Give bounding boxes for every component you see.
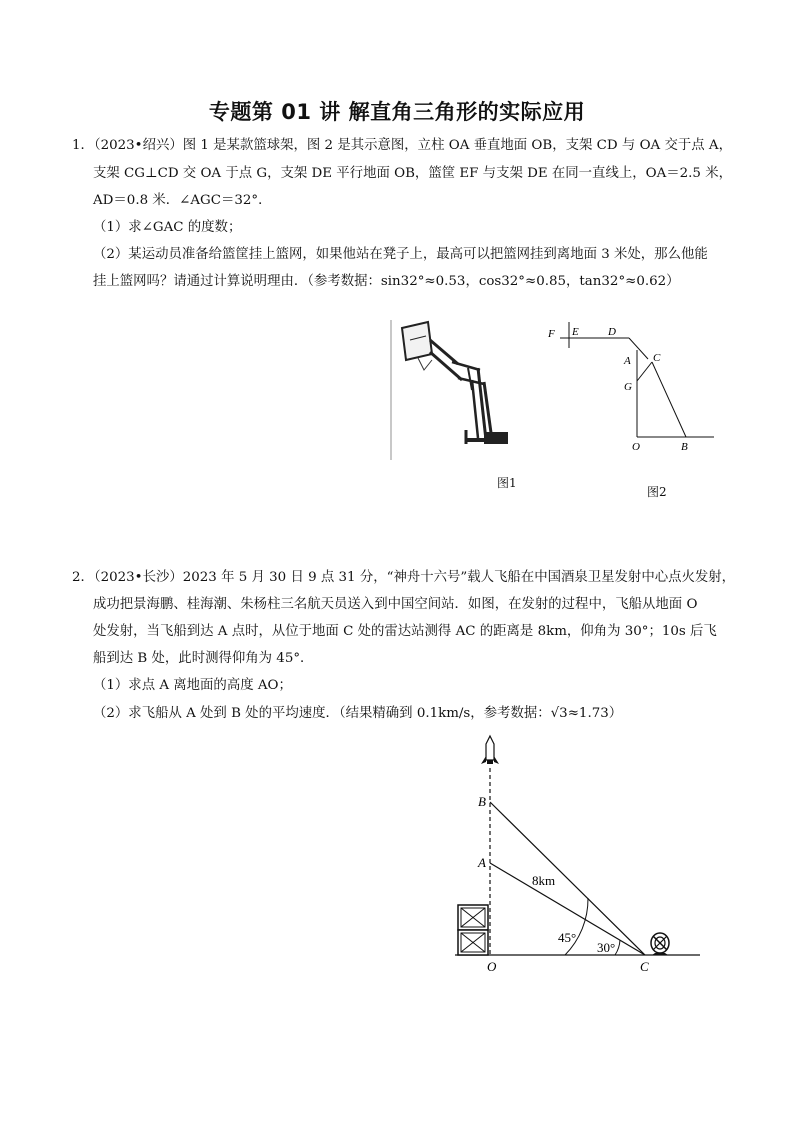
angle-30-label: 30°	[597, 940, 616, 955]
problem1-question-1: （1）求∠GAC 的度数；	[93, 220, 242, 235]
radar-icon	[651, 933, 669, 955]
problem2-line-3: 处发射，当飞船到达 A 点时，从位于地面 C 处的雷达站测得 AC 的距离是 8km，仰角为 30°；10s 后飞	[93, 624, 717, 639]
label-B: B	[478, 794, 486, 809]
problem2-question-2: （2）求飞船从 A 处到 B 处的平均速度．（结果精确到 0.1km/s，参考数据：√3≈1.73）	[93, 706, 623, 721]
building-icon	[458, 905, 488, 955]
figure2-caption: 图2	[647, 485, 667, 499]
problem2-line-4: 船到达 B 处，此时测得仰角为 45°．	[93, 651, 314, 666]
rocket-launch-figure	[450, 730, 710, 975]
problem1-line-3: AD＝0.8 米．∠AGC＝32°．	[93, 193, 272, 208]
figure1-caption: 图1	[497, 476, 517, 490]
problem2-line-1: 2．（2023•长沙）2023 年 5 月 30 日 9 点 31 分，“神舟十六号”载人飞船在中国酒泉卫星发射中心点火发射，	[72, 570, 736, 585]
rocket-icon	[481, 736, 499, 764]
label-C: C	[653, 352, 661, 364]
basketball-stand-figure	[388, 320, 518, 460]
label-A: A	[624, 355, 631, 367]
page-title: 专题第 01 讲 解直角三角形的实际应用	[208, 100, 586, 124]
label-G: G	[624, 381, 632, 393]
problem1-line-2: 支架 CG⊥CD 交 OA 于点 G，支架 DE 平行地面 OB，篮筐 EF 与支架 DE 在同一直线上，OA＝2.5 米，	[93, 166, 732, 181]
label-O: O	[632, 441, 640, 452]
label-O: O	[487, 959, 497, 974]
problem1-line-1: 1．（2023•绍兴）图 1 是某款篮球架，图 2 是其示意图，立柱 OA 垂直地面 OB，支架 CD 与 OA 交于点 A，	[72, 138, 732, 153]
schematic-figure-2	[540, 322, 725, 452]
problem1-question-2: （2）某运动员准备给篮筐挂上篮网，如果他站在凳子上，最高可以把篮网挂到离地面 3 米处，那么他能	[93, 247, 708, 262]
problem2-line-2: 成功把景海鹏、桂海潮、朱杨柱三名航天员送入到中国空间站．如图，在发射的过程中，飞船从地面 O	[93, 597, 698, 612]
label-A: A	[478, 855, 486, 870]
angle-45-label: 45°	[558, 930, 577, 945]
label-C: C	[640, 959, 649, 974]
distance-label: 8km	[532, 873, 556, 888]
problem2-question-1: （1）求点 A 离地面的高度 AO；	[93, 678, 292, 693]
label-D: D	[608, 326, 616, 338]
label-E: E	[572, 326, 579, 338]
label-B: B	[681, 441, 688, 452]
label-F: F	[548, 328, 555, 340]
problem1-line-6: 挂上篮网吗？请通过计算说明理由．（参考数据：sin32°≈0.53，cos32°≈0.85，tan32°≈0.62）	[93, 274, 680, 289]
